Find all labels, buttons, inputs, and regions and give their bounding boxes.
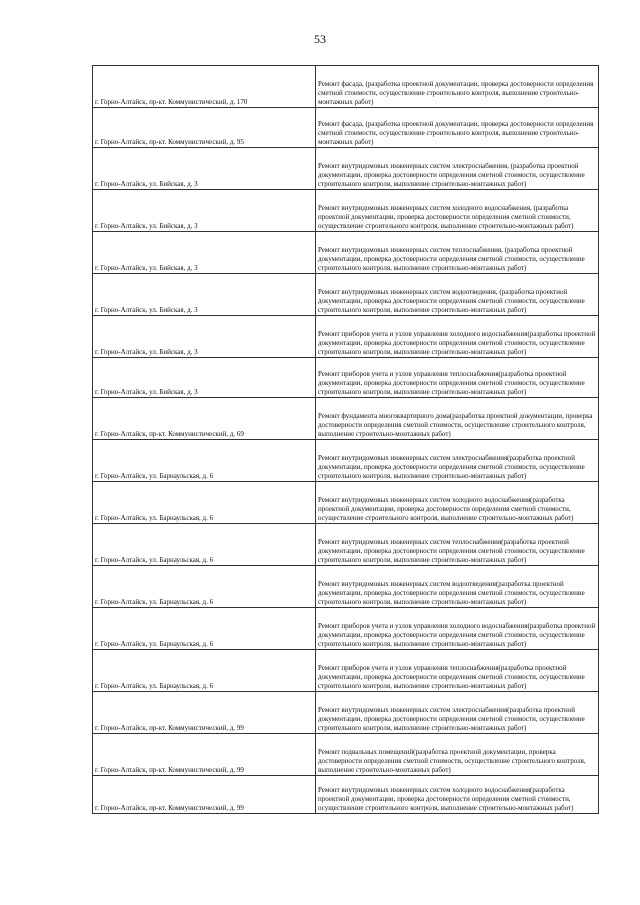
works-table-body — [93, 66, 599, 814]
table-row — [93, 232, 599, 274]
work-description-cell: Ремонт внутридомовых инженерных систем холодного водоснабжения(разработка проектной документации, проверка достоверности определения сметной стоимости, осуществление строительного контроля, выполнение строительно-монтажных работ) — [316, 776, 599, 814]
address-cell: г. Горно-Алтайск, ул. Бийская, д. 3 — [93, 232, 316, 274]
table-row — [93, 692, 599, 734]
table-row — [93, 650, 599, 692]
work-description-cell: Ремонт внутридомовых инженерных систем холодного водоснабжения(разработка проектной документации, проверка достоверности определения сметной стоимости, осуществление строительного контроля, выполнение строительно-монтажных работ) — [316, 482, 599, 524]
table-row — [93, 524, 599, 566]
table-row — [93, 66, 599, 108]
address-cell: г. Горно-Алтайск, пр-кт. Коммунистический, д. 99 — [93, 692, 316, 734]
table-row — [93, 440, 599, 482]
work-description-cell: Ремонт внутридомовых инженерных систем теплоснабжения(разработка проектной документации, проверка достоверности определения сметной стоимости, осуществление строительного контроля, выполнение строительно-монтажных работ) — [316, 524, 599, 566]
work-description-cell: Ремонт внутридомовых инженерных систем электроснабжения, (разработка проектной документации, проверка достоверности определения сметной стоимости, осуществление строительного контроля, выполнение строительно-монтажных работ) — [316, 148, 599, 190]
address-cell: г. Горно-Алтайск, ул. Бийская, д. 3 — [93, 274, 316, 316]
address-cell: г. Горно-Алтайск, ул. Барнаульская, д. 6 — [93, 482, 316, 524]
work-description-cell: Ремонт внутридомовых инженерных систем водоотведения(разработка проектной документации, проверка достоверности определения сметной стоимости, осуществление строительного контроля, выполнение строительно-монтажных работ) — [316, 566, 599, 608]
address-cell: г. Горно-Алтайск, ул. Бийская, д. 3 — [93, 358, 316, 398]
works-table — [92, 65, 599, 814]
work-description-cell: Ремонт внутридомовых инженерных систем электроснабжения(разработка проектной документации, проверка достоверности определения сметной стоимости, осуществление строительного контроля, выполнение строительно-монтажных работ) — [316, 692, 599, 734]
table-row — [93, 274, 599, 316]
work-description-cell: Ремонт приборов учета и узлов управления холодного водоснабжения(разработка проектной документации, проверка достоверности определения сметной стоимости, осуществление строительного контроля, выполнение строительно-монтажных работ) — [316, 316, 599, 358]
address-cell: г. Горно-Алтайск, пр-кт. Коммунистический, д. 69 — [93, 398, 316, 440]
address-cell: г. Горно-Алтайск, пр-кт. Коммунистический, д. 99 — [93, 734, 316, 776]
work-description-cell: Ремонт приборов учета и узлов управления теплоснабжения(разработка проектной документации, проверка достоверности определения сметной стоимости, осуществление строительного контроля, выполнение строительно-монтажных работ) — [316, 650, 599, 692]
address-cell: г. Горно-Алтайск, пр-кт. Коммунистический, д. 95 — [93, 108, 316, 148]
address-cell: г. Горно-Алтайск, пр-кт. Коммунистический, д. 99 — [93, 776, 316, 814]
table-row — [93, 148, 599, 190]
address-cell: г. Горно-Алтайск, ул. Барнаульская, д. 6 — [93, 524, 316, 566]
table-row — [93, 316, 599, 358]
work-description-cell: Ремонт фасада, (разработка проектной документации, проверка достоверности определения сметной стоимости, осуществление строительного контроля, выполнение строительно-монтажных работ) — [316, 66, 599, 108]
address-cell: г. Горно-Алтайск, ул. Барнаульская, д. 6 — [93, 608, 316, 650]
address-cell: г. Горно-Алтайск, ул. Барнаульская, д. 6 — [93, 650, 316, 692]
address-cell: г. Горно-Алтайск, ул. Бийская, д. 3 — [93, 316, 316, 358]
address-cell: г. Горно-Алтайск, ул. Бийская, д. 3 — [93, 148, 316, 190]
table-row — [93, 190, 599, 232]
work-description-cell: Ремонт подвальных помещений(разработка проектной документации, проверка достоверности определения сметной стоимости, осуществление строительного контроля, выполнение строительно-монтажных работ) — [316, 734, 599, 776]
work-description-cell: Ремонт внутридомовых инженерных систем водоотведения, (разработка проектной документации, проверка достоверности определения сметной стоимости, осуществление строительного контроля, выполнение строительно-монтажных работ) — [316, 274, 599, 316]
address-cell: г. Горно-Алтайск, пр-кт. Коммунистический, д. 170 — [93, 66, 316, 108]
table-row — [93, 398, 599, 440]
table-row — [93, 108, 599, 148]
address-cell: г. Горно-Алтайск, ул. Барнаульская, д. 6 — [93, 566, 316, 608]
table-row — [93, 566, 599, 608]
table-row — [93, 482, 599, 524]
work-description-cell: Ремонт внутридомовых инженерных систем теплоснабжения, (разработка проектной документации, проверка достоверности определения сметной стоимости, осуществление строительного контроля, выполнение строительно-монтажных работ) — [316, 232, 599, 274]
work-description-cell: Ремонт фасада, (разработка проектной документации, проверка достоверности определения сметной стоимости, осуществление строительного контроля, выполнение строительно-монтажных работ) — [316, 108, 599, 148]
address-cell: г. Горно-Алтайск, ул. Бийская, д. 3 — [93, 190, 316, 232]
page-number: 53 — [314, 32, 326, 46]
table-row — [93, 734, 599, 776]
table-row — [93, 776, 599, 814]
work-description-cell: Ремонт приборов учета и узлов управления теплоснабжения(разработка проектной документации, проверка достоверности определения сметной стоимости, осуществление строительного контроля, выполнение строительно-монтажных работ) — [316, 358, 599, 398]
table-row — [93, 608, 599, 650]
work-description-cell: Ремонт приборов учета и узлов управления холодного водоснабжения(разработка проектной документации, проверка достоверности определения сметной стоимости, осуществление строительного контроля, выполнение строительно-монтажных работ) — [316, 608, 599, 650]
work-description-cell: Ремонт фундамента многоквартирного дома(разработка проектной документации, проверка достоверности определения сметной стоимости, осуществление строительного контроля, выполнение строительно-монтажных работ) — [316, 398, 599, 440]
work-description-cell: Ремонт внутридомовых инженерных систем холодного водоснабжения, (разработка проектной документации, проверка достоверности определения сметной стоимости, осуществление строительного контроля, выполнение строительно-монтажных работ) — [316, 190, 599, 232]
work-description-cell: Ремонт внутридомовых инженерных систем электроснабжения(разработка проектной документации, проверка достоверности определения сметной стоимости, осуществление строительного контроля, выполнение строительно-монтажных работ) — [316, 440, 599, 482]
address-cell: г. Горно-Алтайск, ул. Барнаульская, д. 6 — [93, 440, 316, 482]
table-row — [93, 358, 599, 398]
